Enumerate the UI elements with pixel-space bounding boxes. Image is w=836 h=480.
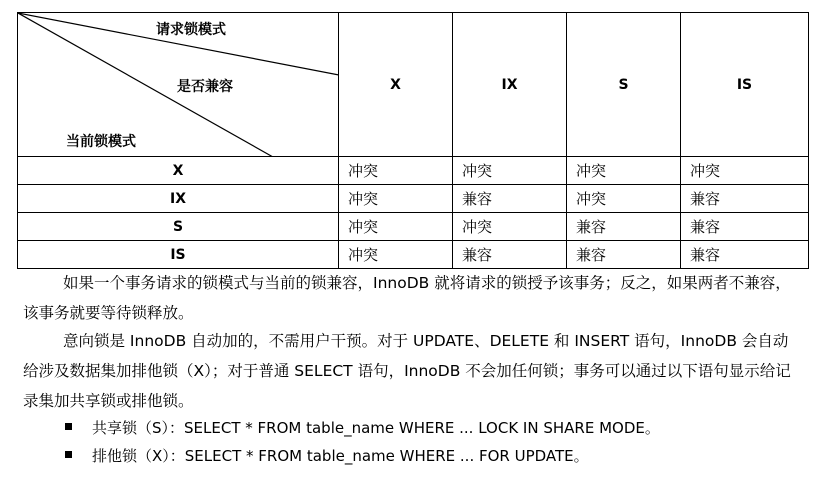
table-cell: 兼容 xyxy=(567,241,681,269)
lock-statement-list xyxy=(65,414,660,470)
table-cell: 冲突 xyxy=(339,185,453,213)
list-item-text: 共享锁（S）：SELECT * FROM table_name WHERE ... LOCK IN SHARE MODE。 xyxy=(92,419,660,437)
table-cell: 冲突 xyxy=(453,157,567,185)
paragraph-intention-lock xyxy=(23,326,798,416)
table-cell: 冲突 xyxy=(681,157,809,185)
paragraph-compatibility xyxy=(23,268,798,328)
table-row xyxy=(18,213,809,241)
table-cell: 冲突 xyxy=(339,241,453,269)
square-bullet-icon xyxy=(65,423,72,430)
column-header-is: IS xyxy=(681,13,809,157)
row-header: IX xyxy=(18,185,339,213)
diagonal-header-cell xyxy=(18,13,339,157)
table-row xyxy=(18,241,809,269)
table-cell: 冲突 xyxy=(453,213,567,241)
column-header-ix: IX xyxy=(453,13,567,157)
table-header-row xyxy=(18,13,809,157)
square-bullet-icon xyxy=(65,451,72,458)
row-header: IS xyxy=(18,241,339,269)
table-cell: 冲突 xyxy=(567,157,681,185)
row-header: X xyxy=(18,157,339,185)
column-header-s: S xyxy=(567,13,681,157)
table-cell: 兼容 xyxy=(453,185,567,213)
table-cell: 兼容 xyxy=(681,241,809,269)
list-item xyxy=(65,442,660,470)
table-row xyxy=(18,157,809,185)
compatibility-label: 是否兼容 xyxy=(177,79,233,95)
row-header: S xyxy=(18,213,339,241)
list-item-text: 排他锁（X）：SELECT * FROM table_name WHERE ... FOR UPDATE。 xyxy=(92,447,589,465)
table-cell: 冲突 xyxy=(567,185,681,213)
paragraph-text: 意向锁是 InnoDB 自动加的，不需用户干预。对于 UPDATE、DELETE 和 INSERT 语句，InnoDB 会自动给涉及数据集加排他锁（X）；对于普通 SELECT 语句，InnoDB 不会加任何锁；事务可以通过以下语句显示给记录集加共享锁或排他锁。 xyxy=(23,332,791,410)
column-header-x: X xyxy=(339,13,453,157)
request-mode-label: 请求锁模式 xyxy=(156,22,226,38)
table-cell: 兼容 xyxy=(567,213,681,241)
table-cell: 冲突 xyxy=(339,157,453,185)
list-item xyxy=(65,414,660,442)
paragraph-text: 如果一个事务请求的锁模式与当前的锁兼容，InnoDB 就将请求的锁授予该事务；反之，如果两者不兼容，该事务就要等待锁释放。 xyxy=(23,274,791,322)
current-mode-label: 当前锁模式 xyxy=(66,134,136,150)
table-row xyxy=(18,185,809,213)
table-cell: 兼容 xyxy=(453,241,567,269)
lock-compatibility-table xyxy=(17,12,809,269)
table-cell: 冲突 xyxy=(339,213,453,241)
table-cell: 兼容 xyxy=(681,213,809,241)
table-cell: 兼容 xyxy=(681,185,809,213)
